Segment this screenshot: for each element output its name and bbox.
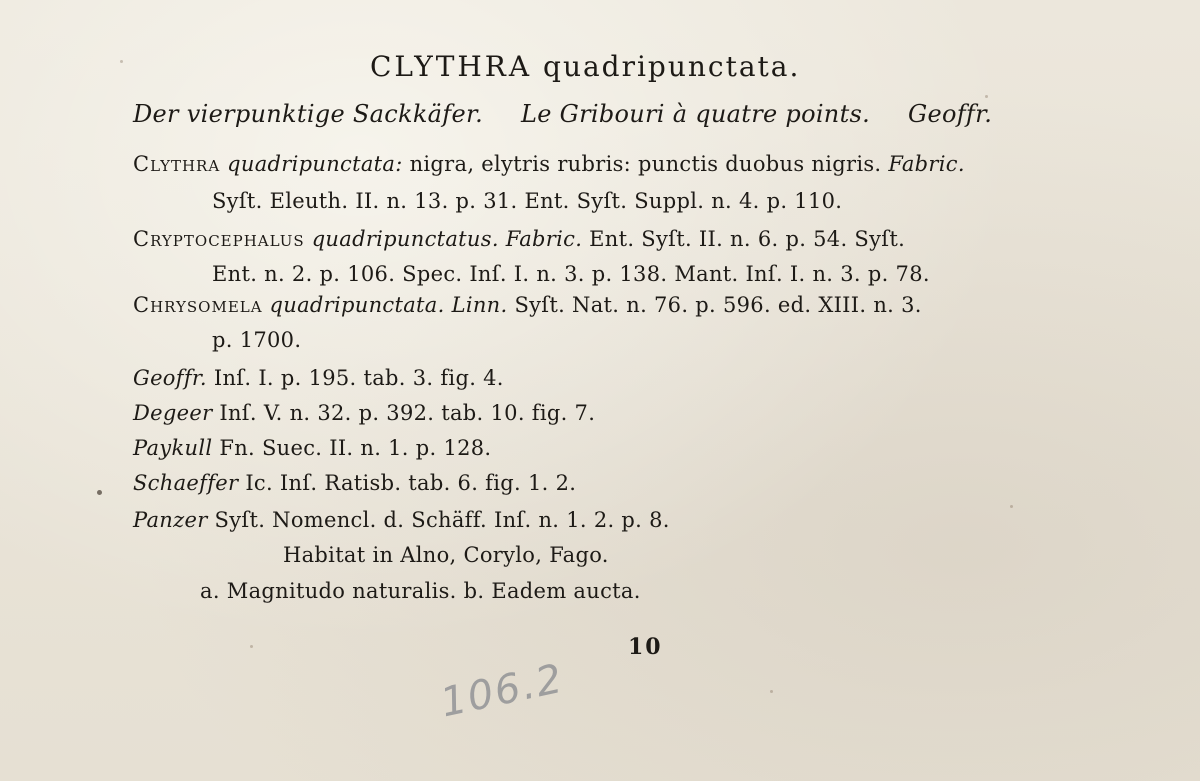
reference-text: Fn. Suec. II. n. 1. p. 128. bbox=[212, 436, 492, 460]
habitat-line: Habitat in Alno, Corylo, Fago. bbox=[283, 543, 609, 567]
reference-author: Paykull bbox=[133, 436, 213, 460]
title-species: quadripunctata. bbox=[543, 50, 801, 83]
reference-text: Ic. Inſ. Ratisb. tab. 6. fig. 1. 2. bbox=[238, 471, 577, 495]
reference-line bbox=[133, 366, 504, 390]
reference-author: Schaeffer bbox=[133, 471, 239, 495]
reference-author: Geoffr. bbox=[133, 366, 207, 390]
paper-fleck bbox=[250, 645, 253, 648]
synonym-entry bbox=[133, 293, 922, 317]
entry-text: Syſt. Nat. n. 76. p. 596. ed. XIII. n. 3. bbox=[507, 293, 922, 317]
entry-genus: Cryptocephalus bbox=[133, 227, 305, 251]
synonym-entry bbox=[133, 152, 965, 176]
reference-author: Panzer bbox=[133, 508, 208, 532]
entry-author: Linn. bbox=[444, 293, 508, 317]
entry-species: quadripunctata. bbox=[269, 293, 445, 317]
page-subtitle bbox=[133, 100, 992, 128]
entry-species: quadripunctatus. bbox=[311, 227, 499, 251]
reference-text: Inſ. V. n. 32. p. 392. tab. 10. fig. 7. bbox=[212, 401, 596, 425]
reference-line bbox=[133, 436, 491, 460]
entry-continuation: Syſt. Eleuth. II. n. 13. p. 31. Ent. Syſt. Suppl. n. 4. p. 110. bbox=[212, 189, 843, 213]
reference-text: Inſ. I. p. 195. tab. 3. fig. 4. bbox=[206, 366, 504, 390]
entry-genus: Chrysomela bbox=[133, 293, 263, 317]
entry-author: Fabric. bbox=[498, 227, 583, 251]
figure-caption: a. Magnitudo naturalis. b. Eadem aucta. bbox=[200, 579, 641, 603]
entry-author: Fabric. bbox=[888, 152, 965, 176]
entry-continuation: p. 1700. bbox=[212, 328, 302, 352]
entry-text: Ent. Syſt. II. n. 6. p. 54. Syſt. bbox=[582, 227, 906, 251]
entry-species: quadripunctata: bbox=[227, 152, 403, 176]
paper-fleck bbox=[120, 60, 123, 63]
entry-genus: Clythra bbox=[133, 152, 221, 176]
page-title bbox=[370, 50, 800, 83]
reference-author: Degeer bbox=[133, 401, 213, 425]
subtitle-french: Le Gribouri à quatre points. bbox=[520, 100, 871, 128]
reference-text: Syſt. Nomencl. d. Schäff. Inſ. n. 1. 2. p. 8. bbox=[207, 508, 670, 532]
reference-line bbox=[133, 401, 595, 425]
page-number: 10 bbox=[628, 634, 663, 660]
subtitle-author: Geoffr. bbox=[908, 100, 993, 128]
reference-line bbox=[133, 508, 670, 532]
entry-text: nigra, elytris rubris: punctis duobus nigris. bbox=[402, 152, 882, 176]
subtitle-german: Der vierpunktige Sackkäfer. bbox=[133, 100, 484, 128]
title-genus: CLYTHRA bbox=[370, 50, 533, 83]
paper-fleck bbox=[985, 95, 988, 98]
entry-continuation: Ent. n. 2. p. 106. Spec. Inſ. I. n. 3. p. 138. Mant. Inſ. I. n. 3. p. 78. bbox=[212, 262, 930, 286]
paper-fleck bbox=[1010, 505, 1013, 508]
reference-line bbox=[133, 471, 576, 495]
paper-fleck bbox=[97, 490, 102, 495]
synonym-entry bbox=[133, 227, 905, 251]
pencil-annotation: 106.2 bbox=[436, 655, 568, 727]
paper-fleck bbox=[770, 690, 773, 693]
